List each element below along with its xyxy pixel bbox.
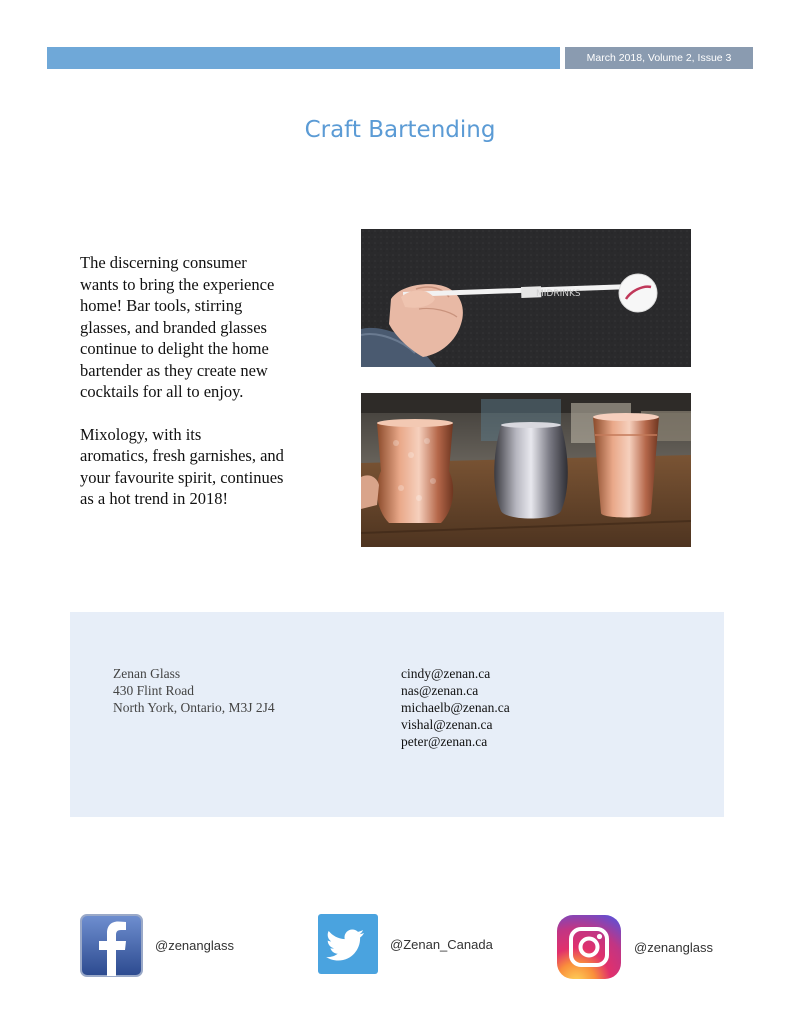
email-link[interactable]: vishal@zenan.ca <box>401 717 493 732</box>
email-link[interactable]: cindy@zenan.ca <box>401 666 491 681</box>
social-twitter[interactable] <box>318 914 493 974</box>
stick-logo-text: MIDRINKS <box>536 289 581 299</box>
instagram-handle[interactable]: @zenanglass <box>634 939 713 955</box>
email-link[interactable]: nas@zenan.ca <box>401 683 479 698</box>
instagram-icon[interactable] <box>556 914 622 980</box>
email-link[interactable]: peter@zenan.ca <box>401 734 488 749</box>
contact-box <box>70 612 724 817</box>
header-bar <box>47 47 560 69</box>
email-list <box>401 665 510 750</box>
facebook-icon[interactable] <box>80 914 143 977</box>
social-instagram[interactable] <box>556 914 713 980</box>
city-postal: North York, Ontario, M3J 2J4 <box>113 700 275 715</box>
social-facebook[interactable] <box>80 914 234 977</box>
swizzle-stick-photo <box>361 229 691 367</box>
facebook-handle[interactable]: @zenanglass <box>155 938 234 953</box>
company-name: Zenan Glass <box>113 666 181 681</box>
twitter-handle[interactable]: @Zenan_Canada <box>390 936 493 952</box>
paragraph-1: The discerning consumer wants to bring the experience home! Bar tools, stirring glasses, and branded glasses continue to delight the home bartender as they create new cocktails for all to enjoy. <box>80 253 275 401</box>
article-body <box>80 252 342 531</box>
page-title: Craft Bartending <box>304 117 496 143</box>
twitter-icon[interactable] <box>318 914 378 974</box>
email-link[interactable]: michaelb@zenan.ca <box>401 700 510 715</box>
street-address: 430 Flint Road <box>113 683 195 698</box>
company-address <box>113 665 275 716</box>
issue-label: March 2018, Volume 2, Issue 3 <box>565 47 753 69</box>
paragraph-2: Mixology, with its aromatics, fresh garnishes, and your favourite spirit, continues as a hot trend in 2018! <box>80 424 284 508</box>
copper-cups-photo <box>361 393 691 547</box>
